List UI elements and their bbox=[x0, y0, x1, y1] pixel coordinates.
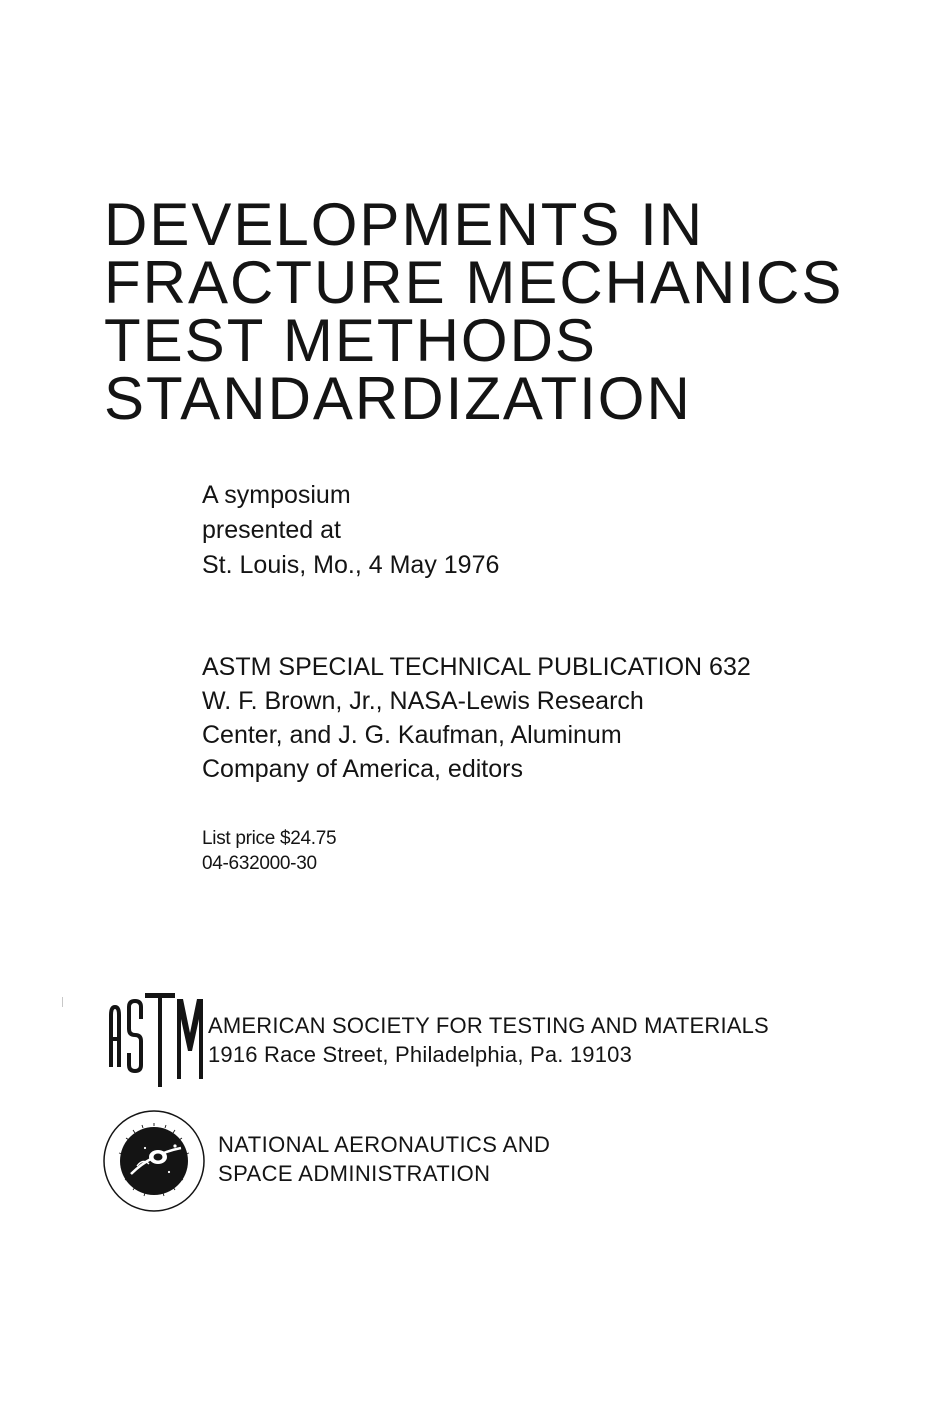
astm-logo-icon bbox=[105, 993, 209, 1087]
scan-artifact bbox=[62, 997, 63, 1007]
price-info bbox=[202, 826, 336, 876]
symposium-line: A symposium bbox=[202, 481, 351, 509]
list-price: List price $24.75 bbox=[202, 828, 337, 849]
editors-line: W. F. Brown, Jr., NASA-Lewis Research bbox=[202, 687, 644, 715]
astm-address: 1916 Race Street, Philadelphia, Pa. 19103 bbox=[208, 1042, 633, 1067]
publication-line: ASTM SPECIAL TECHNICAL PUBLICATION 632 bbox=[202, 653, 751, 681]
editors-line: Company of America, editors bbox=[202, 755, 523, 783]
title-line: TEST METHODS bbox=[104, 307, 597, 374]
title-line: STANDARDIZATION bbox=[104, 365, 692, 432]
nasa-publisher bbox=[218, 1130, 550, 1188]
symposium-line: St. Louis, Mo., 4 May 1976 bbox=[202, 551, 500, 579]
nasa-name-line: SPACE ADMINISTRATION bbox=[218, 1161, 491, 1186]
symposium-info bbox=[202, 478, 499, 583]
book-title bbox=[104, 191, 844, 432]
publication-editors bbox=[202, 650, 751, 786]
astm-publisher bbox=[208, 1011, 769, 1069]
title-line: FRACTURE MECHANICS bbox=[104, 249, 844, 316]
symposium-line: presented at bbox=[202, 516, 341, 544]
title-line: DEVELOPMENTS IN bbox=[104, 191, 705, 258]
nasa-name-line: NATIONAL AERONAUTICS AND bbox=[218, 1132, 551, 1157]
nasa-seal-icon bbox=[101, 1108, 207, 1214]
editors-line: Center, and J. G. Kaufman, Aluminum bbox=[202, 721, 622, 749]
catalog-code: 04-632000-30 bbox=[202, 853, 317, 874]
astm-name: AMERICAN SOCIETY FOR TESTING AND MATERIALS bbox=[208, 1013, 769, 1038]
